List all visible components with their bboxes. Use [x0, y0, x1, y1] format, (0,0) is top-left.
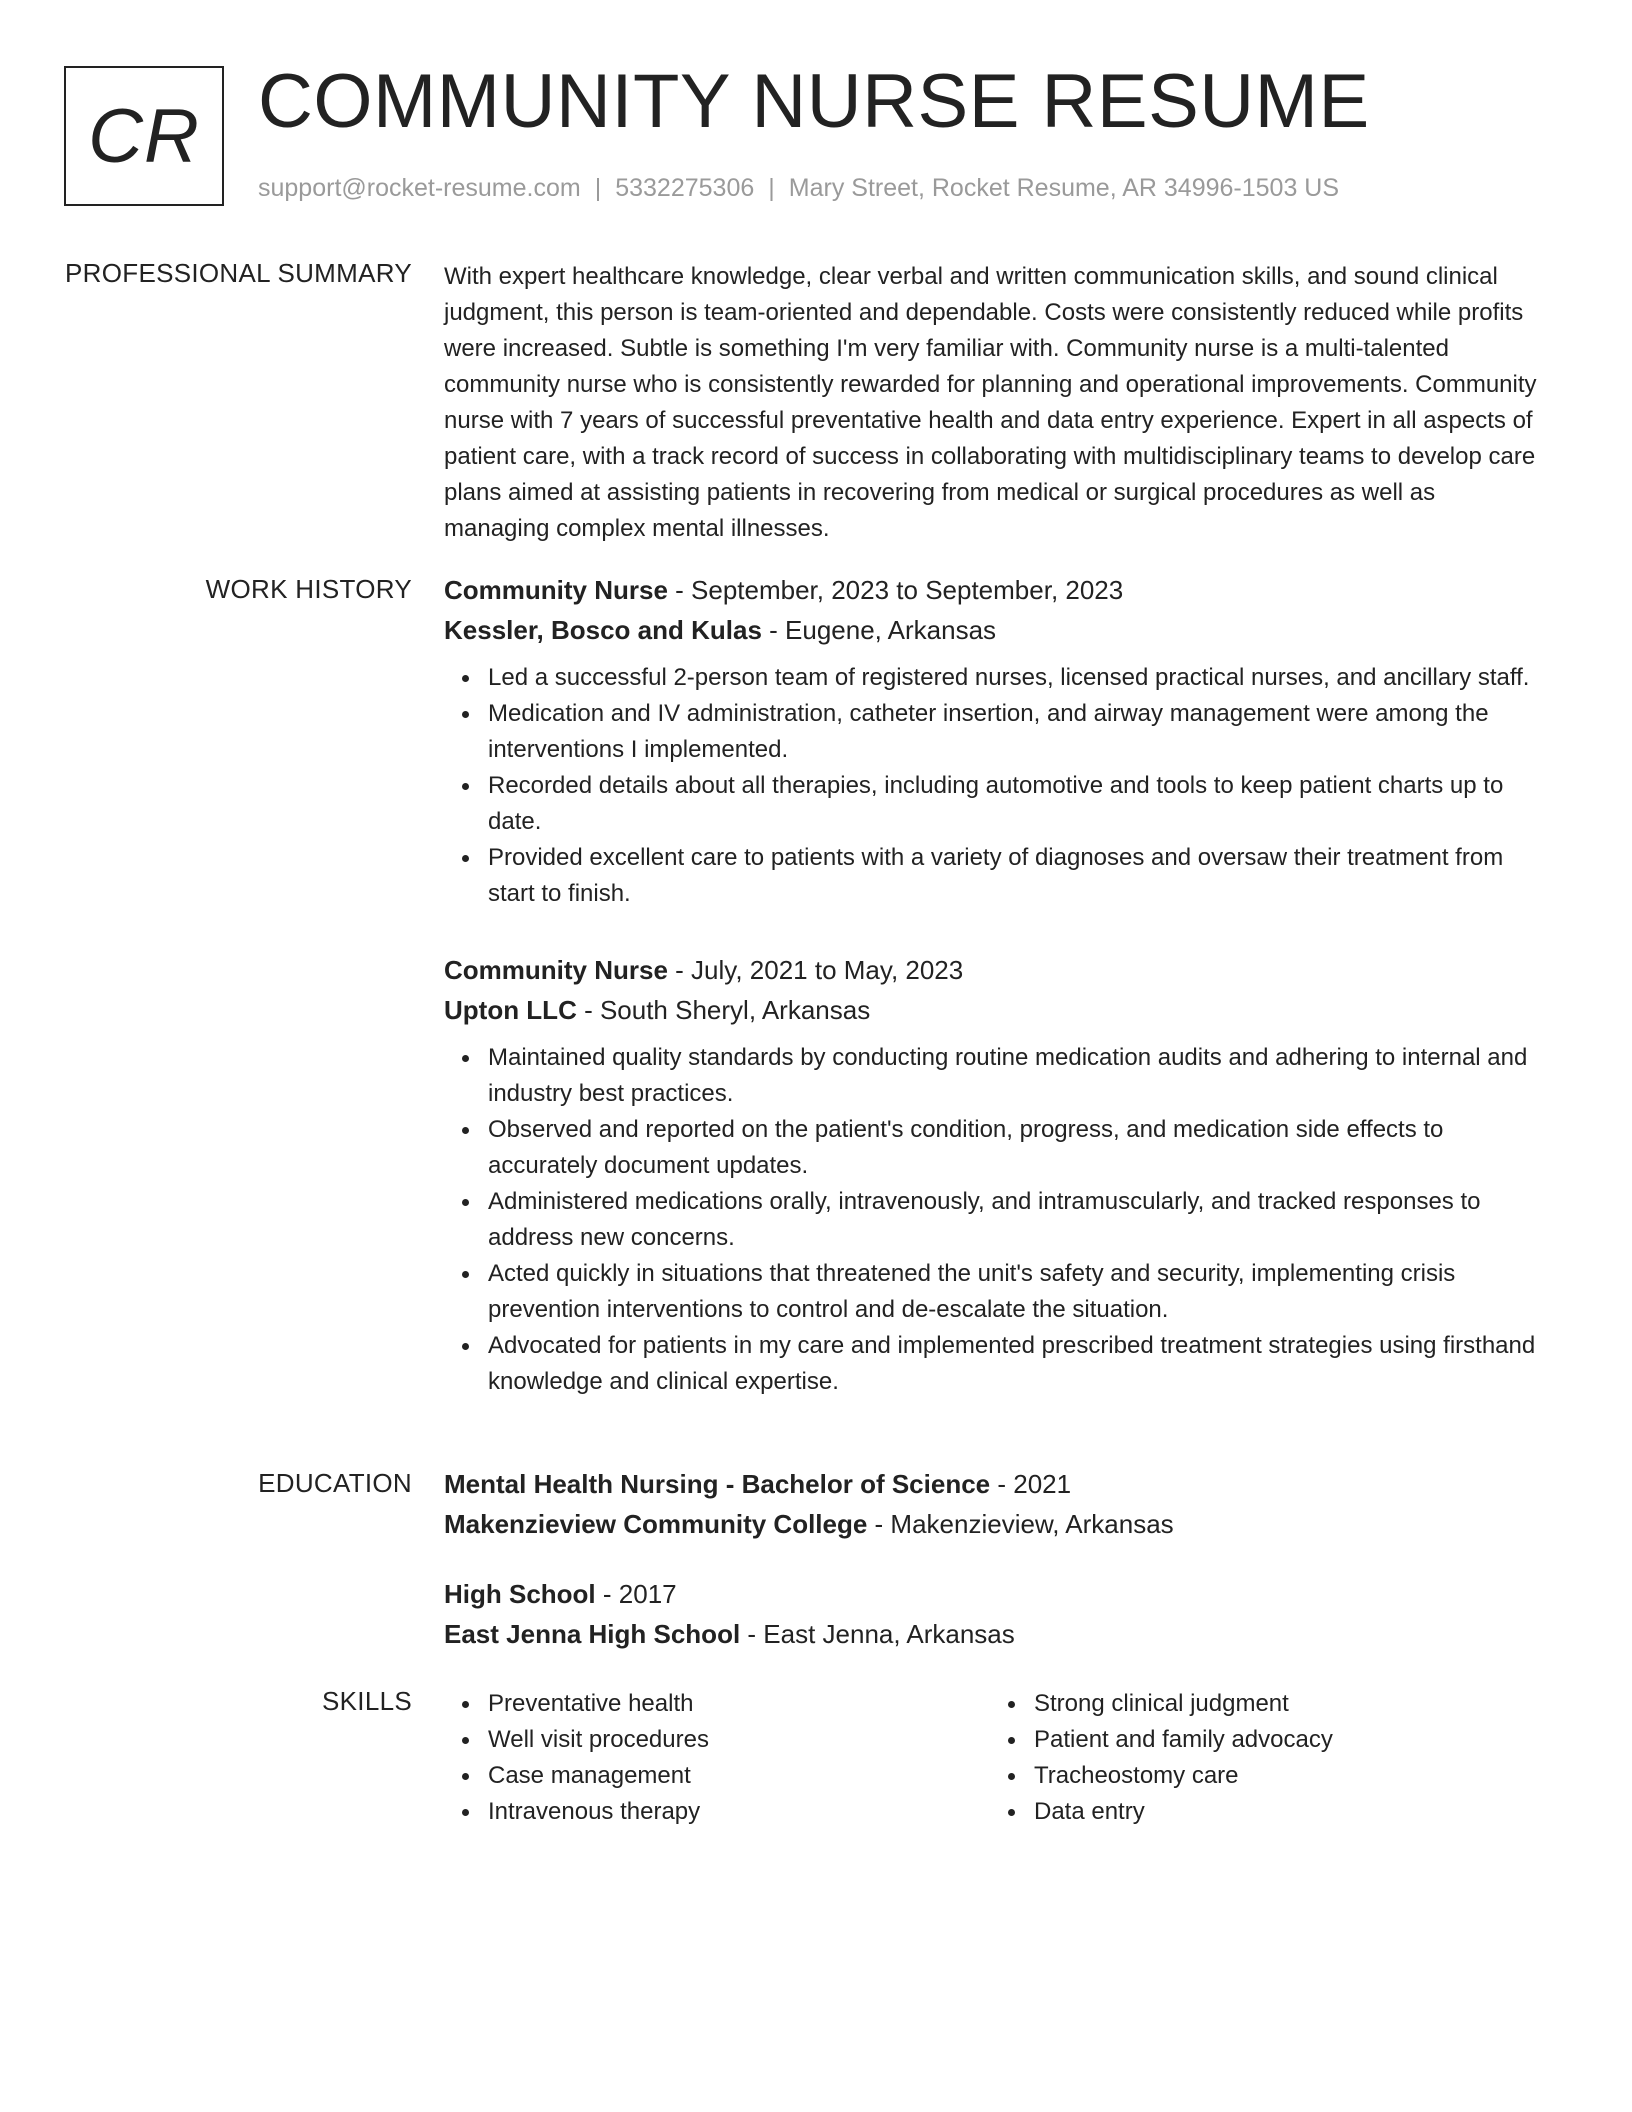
- job-title: Community Nurse: [444, 955, 668, 985]
- job-bullet-text: Administered medications orally, intravenously, and intramuscularly, and tracked responses to address new concerns.: [488, 1188, 1481, 1251]
- education-degree-line: [444, 1574, 1544, 1614]
- skills-column-left: [444, 1686, 990, 1830]
- bullet-dot-icon: [1008, 1809, 1015, 1816]
- job-bullet-text: Maintained quality standards by conducting routine medication audits and adhering to internal and industry best practices.: [488, 1044, 1528, 1107]
- education-degree: High School: [444, 1579, 596, 1609]
- bullet-dot-icon: [462, 1055, 469, 1062]
- skill-item: [488, 1722, 990, 1758]
- skills-column-right: [990, 1686, 1536, 1830]
- skill-item: [1034, 1722, 1536, 1758]
- contact-separator: |: [594, 174, 602, 202]
- job-bullet-text: Acted quickly in situations that threatened the unit's safety and security, implementing crisis prevention interventions to control and de-escalate the situation.: [488, 1260, 1456, 1323]
- skills-body: [444, 1686, 1544, 1830]
- skill-text: Patient and family advocacy: [1034, 1726, 1333, 1753]
- skill-text: Well visit procedures: [488, 1726, 709, 1753]
- skills-columns: [444, 1686, 1544, 1830]
- job-bullet-text: Recorded details about all therapies, including automotive and tools to keep patient charts up to date.: [488, 772, 1504, 835]
- work-history-body: [444, 570, 1544, 1428]
- job-company-line: [444, 990, 1544, 1030]
- job-company: Upton LLC: [444, 995, 577, 1025]
- job-entry: [444, 950, 1544, 1400]
- bullet-dot-icon: [1008, 1737, 1015, 1744]
- job-bullet: [488, 696, 1544, 768]
- bullet-dot-icon: [462, 1343, 469, 1350]
- skill-text: Preventative health: [488, 1690, 694, 1717]
- section-label-skills: SKILLS: [322, 1686, 412, 1716]
- bullet-dot-icon: [1008, 1701, 1015, 1708]
- skill-item: [488, 1686, 990, 1722]
- contact-line: [258, 174, 1339, 203]
- bullet-dot-icon: [462, 675, 469, 682]
- job-bullet-text: Provided excellent care to patients with a variety of diagnoses and oversaw their treatment from start to finish.: [488, 844, 1504, 907]
- bullet-dot-icon: [462, 1809, 469, 1816]
- job-bullet: [488, 1040, 1544, 1112]
- job-bullet: [488, 768, 1544, 840]
- education-school-line: [444, 1614, 1544, 1654]
- summary-body: [444, 259, 1544, 547]
- job-dates: - July, 2021 to May, 2023: [667, 955, 964, 985]
- skill-text: Intravenous therapy: [488, 1798, 701, 1825]
- summary-text: With expert healthcare knowledge, clear verbal and written communication skills, and sound clinical judgment, this person is team-oriented and dependable. Costs were consistently reduced while profits were increased. Subtle is something I'm very familiar with. Community nurse is a multi-talented community nurse who is consistently rewarded for planning and operational improvements. Community nurse with 7 years of successful preventative health and data entry experience. Expert in all aspects of patient care, with a track record of success in collaborating with multidisciplinary teams to develop care plans aimed at assisting patients in recovering from medical or surgical procedures as well as managing complex mental illnesses.: [444, 263, 1537, 542]
- job-location: - South Sheryl, Arkansas: [576, 995, 871, 1025]
- job-bullet: [488, 1256, 1544, 1328]
- skill-text: Tracheostomy care: [1034, 1762, 1239, 1789]
- education-entry: [444, 1574, 1544, 1654]
- education-location: - East Jenna, Arkansas: [740, 1619, 1015, 1649]
- education-year: - 2021: [990, 1469, 1072, 1499]
- education-school-line: [444, 1504, 1544, 1544]
- bullet-dot-icon: [462, 1271, 469, 1278]
- job-bullet-text: Observed and reported on the patient's condition, progress, and medication side effects to accurately document updates.: [488, 1116, 1444, 1179]
- skill-text: Case management: [488, 1762, 691, 1789]
- education-school: East Jenna High School: [444, 1619, 741, 1649]
- bullet-dot-icon: [462, 1127, 469, 1134]
- bullet-dot-icon: [462, 711, 469, 718]
- education-year: - 2017: [595, 1579, 677, 1609]
- job-bullet-text: Led a successful 2-person team of registered nurses, licensed practical nurses, and ancillary staff.: [488, 664, 1530, 691]
- skill-text: Strong clinical judgment: [1034, 1690, 1289, 1717]
- education-body: [444, 1464, 1544, 1684]
- section-label-summary: PROFESSIONAL SUMMARY: [65, 258, 412, 288]
- skills-list: [990, 1686, 1536, 1830]
- bullet-dot-icon: [462, 1737, 469, 1744]
- job-bullet: [488, 1184, 1544, 1256]
- education-school: Makenzieview Community College: [444, 1509, 868, 1539]
- contact-phone: 5332275306: [615, 174, 755, 202]
- skill-item: [488, 1794, 990, 1830]
- skill-item: [1034, 1794, 1536, 1830]
- resume-title: COMMUNITY NURSE RESUME: [258, 59, 1370, 144]
- job-bullet: [488, 660, 1544, 696]
- section-label-work-history: WORK HISTORY: [205, 574, 412, 604]
- monogram-initials: CR: [88, 93, 200, 179]
- job-bullet-text: Advocated for patients in my care and implemented prescribed treatment strategies using firsthand knowledge and clinical expertise.: [488, 1332, 1536, 1395]
- skill-item: [1034, 1758, 1536, 1794]
- bullet-dot-icon: [1008, 1773, 1015, 1780]
- job-entry: [444, 570, 1544, 912]
- bullet-dot-icon: [462, 855, 469, 862]
- education-location: - Makenzieview, Arkansas: [867, 1509, 1174, 1539]
- job-company-line: [444, 610, 1544, 650]
- job-location: - Eugene, Arkansas: [761, 615, 997, 645]
- job-bullets: [444, 660, 1544, 912]
- bullet-dot-icon: [462, 1701, 469, 1708]
- skills-list: [444, 1686, 990, 1830]
- job-bullet: [488, 1112, 1544, 1184]
- skill-item: [488, 1758, 990, 1794]
- job-title: Community Nurse: [444, 575, 668, 605]
- education-entry: [444, 1464, 1544, 1544]
- job-bullet: [488, 840, 1544, 912]
- contact-email: support@rocket-resume.com: [258, 174, 581, 202]
- section-label-education: EDUCATION: [258, 1468, 412, 1498]
- bullet-dot-icon: [462, 1199, 469, 1206]
- skill-item: [1034, 1686, 1536, 1722]
- contact-address: Mary Street, Rocket Resume, AR 34996-1503 US: [788, 174, 1340, 202]
- skill-text: Data entry: [1034, 1798, 1145, 1825]
- education-degree-line: [444, 1464, 1544, 1504]
- job-title-line: [444, 570, 1544, 610]
- job-company: Kessler, Bosco and Kulas: [444, 615, 762, 645]
- job-bullet-text: Medication and IV administration, catheter insertion, and airway management were among the interventions I implemented.: [488, 700, 1489, 763]
- job-dates: - September, 2023 to September, 2023: [667, 575, 1124, 605]
- education-degree: Mental Health Nursing - Bachelor of Science: [444, 1469, 991, 1499]
- job-bullets: [444, 1040, 1544, 1400]
- job-bullet: [488, 1328, 1544, 1400]
- contact-separator: |: [768, 174, 775, 202]
- bullet-dot-icon: [462, 1773, 469, 1780]
- job-title-line: [444, 950, 1544, 990]
- bullet-dot-icon: [462, 783, 469, 790]
- monogram-box: [64, 66, 224, 206]
